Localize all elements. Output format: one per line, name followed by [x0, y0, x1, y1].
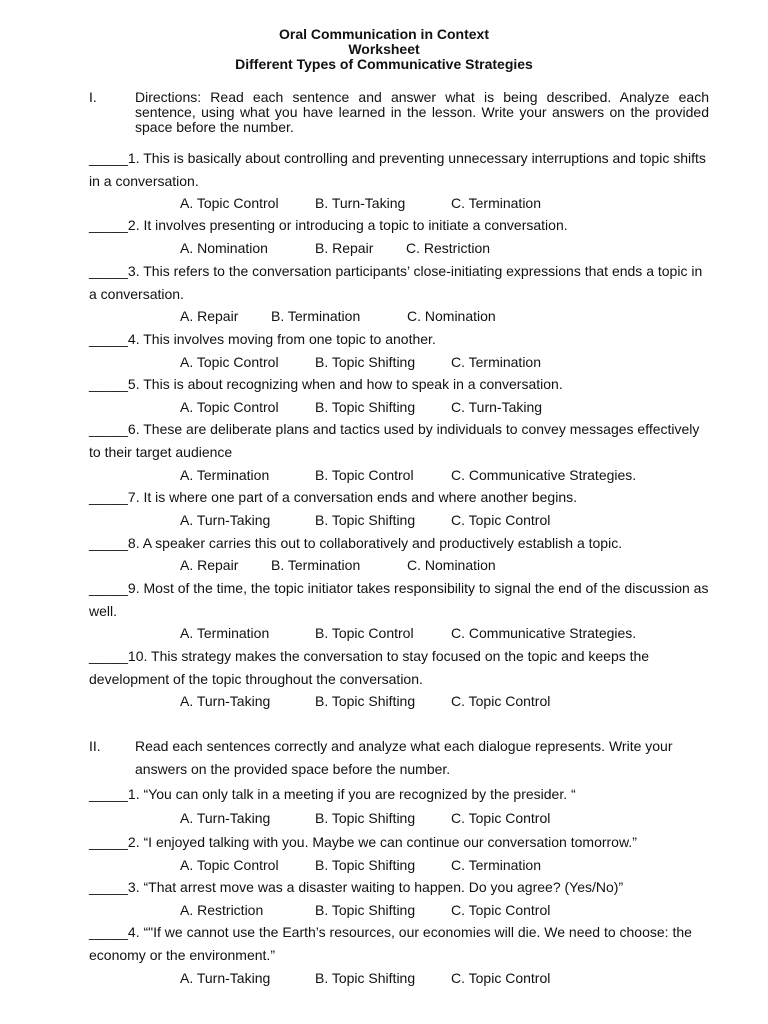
choice-b: B. Topic Shifting	[315, 857, 416, 873]
choice-c: C. Restriction	[406, 240, 491, 256]
choice-a: A. Termination	[180, 625, 270, 641]
choice-b: B. Termination	[271, 308, 361, 324]
choice-b: B. Topic Shifting	[315, 693, 416, 709]
part1-choices-7	[180, 512, 550, 528]
choice-c: C. Termination	[451, 195, 542, 211]
choice-b: B. Topic Shifting	[315, 810, 416, 826]
choice-c: C. Topic Control	[451, 970, 551, 986]
worksheet-topic: Different Types of Communicative Strategies	[235, 56, 533, 72]
choice-b: B. Topic Shifting	[315, 970, 416, 986]
choice-a: A. Topic Control	[180, 195, 279, 211]
part2-choices-1	[180, 810, 550, 826]
choice-a: A. Termination	[180, 467, 270, 483]
choice-a: A. Nomination	[180, 240, 268, 256]
choice-a: A. Repair	[180, 308, 239, 324]
choice-c: C. Nomination	[407, 308, 496, 324]
choice-c: C. Topic Control	[451, 512, 551, 528]
part1-choices-2	[180, 240, 490, 256]
choice-b: B. Topic Shifting	[315, 354, 416, 370]
choice-b: B. Repair	[315, 240, 374, 256]
choice-b: B. Turn-Taking	[315, 195, 406, 211]
part1-choices-4	[180, 354, 541, 370]
choice-b: B. Topic Control	[315, 625, 414, 641]
part1-directions	[89, 90, 709, 135]
part1-question-9: _____9. Most of the time, the topic initiator takes responsibility to signal the end of the discussion as well.	[89, 580, 709, 619]
part1-choices-8	[180, 557, 496, 573]
choice-a: A. Topic Control	[180, 399, 279, 415]
choice-a: A. Restriction	[180, 902, 264, 918]
worksheet-title: Oral Communication in Context	[278, 26, 489, 42]
choice-b: B. Topic Shifting	[315, 399, 416, 415]
choice-c: C. Nomination	[407, 557, 496, 573]
part1-question-3: _____3. This refers to the conversation participants’ close-initiating expressions that ends a topic in a conversation.	[89, 263, 703, 302]
choice-c: C. Turn-Taking	[451, 399, 543, 415]
part1-question-2: _____2. It involves presenting or introducing a topic to initiate a conversation.	[89, 217, 568, 233]
choice-c: C. Topic Control	[451, 902, 551, 918]
choice-a: A. Repair	[180, 557, 239, 573]
part2-directions	[89, 735, 709, 780]
choice-a: A. Turn-Taking	[180, 970, 271, 986]
part2-choices-3	[180, 902, 550, 918]
part1-directions-text: Directions: Read each sentence and answer what is being described. Analyze each sentence, using what you have learned in the lesson. Write your answers on the provided space before the number.	[135, 89, 709, 135]
part1-numeral: I.	[89, 89, 97, 105]
choice-a: A. Turn-Taking	[180, 693, 271, 709]
part2-choices-4	[180, 970, 550, 986]
part1-question-5: _____5. This is about recognizing when and how to speak in a conversation.	[89, 376, 563, 392]
part1-question-6: _____6. These are deliberate plans and tactics used by individuals to convey messages effectively to their target audience	[89, 421, 700, 460]
part1-choices-3	[180, 308, 496, 324]
choice-a: A. Topic Control	[180, 857, 279, 873]
choice-a: A. Turn-Taking	[180, 810, 271, 826]
part1-question-8: _____8. A speaker carries this out to collaboratively and productively establish a topic.	[89, 535, 623, 551]
part1-choices-5	[180, 399, 542, 415]
part1-question-10: _____10. This strategy makes the conversation to stay focused on the topic and keeps the development of the topic throughout the conversation.	[89, 648, 650, 687]
choice-b: B. Topic Shifting	[315, 902, 416, 918]
part1-choices-9	[180, 625, 636, 641]
part2-numeral: II.	[89, 738, 101, 754]
choice-c: C. Termination	[451, 857, 542, 873]
part2-choices-2	[180, 857, 541, 873]
choice-b: B. Termination	[271, 557, 361, 573]
part2-question-1: _____1. “You can only talk in a meeting if you are recognized by the presider. “	[89, 786, 576, 802]
part2-question-3: _____3. “That arrest move was a disaster waiting to happen. Do you agree? (Yes/No)”	[89, 879, 624, 895]
choice-c: C. Termination	[451, 354, 542, 370]
part1-choices-10	[180, 693, 550, 709]
part1-question-1: _____1. This is basically about controlling and preventing unnecessary interruptions and topic shifts in a conversation.	[89, 150, 706, 189]
part2-question-2: _____2. “I enjoyed talking with you. Maybe we can continue our conversation tomorrow.”	[89, 834, 637, 850]
part1-question-7: _____7. It is where one part of a conversation ends and where another begins.	[89, 489, 577, 505]
choice-c: C. Communicative Strategies.	[451, 467, 637, 483]
choice-c: C. Topic Control	[451, 810, 551, 826]
choice-a: A. Topic Control	[180, 354, 279, 370]
part2-directions-text: Read each sentences correctly and analyze what each dialogue represents. Write your answers on the provided space before the number.	[135, 738, 673, 777]
part1-question-4: _____4. This involves moving from one topic to another.	[89, 331, 436, 347]
choice-c: C. Topic Control	[451, 693, 551, 709]
worksheet-header	[0, 27, 768, 72]
part2-question-4: _____4. “"If we cannot use the Earth’s resources, our economies will die. We need to choose: the economy or the environment.”	[89, 924, 692, 963]
choice-b: B. Topic Shifting	[315, 512, 416, 528]
choice-c: C. Communicative Strategies.	[451, 625, 637, 641]
worksheet-subtitle: Worksheet	[348, 41, 420, 57]
part1-choices-6	[180, 467, 636, 483]
choice-a: A. Turn-Taking	[180, 512, 271, 528]
part1-choices-1	[180, 195, 541, 211]
choice-b: B. Topic Control	[315, 467, 414, 483]
